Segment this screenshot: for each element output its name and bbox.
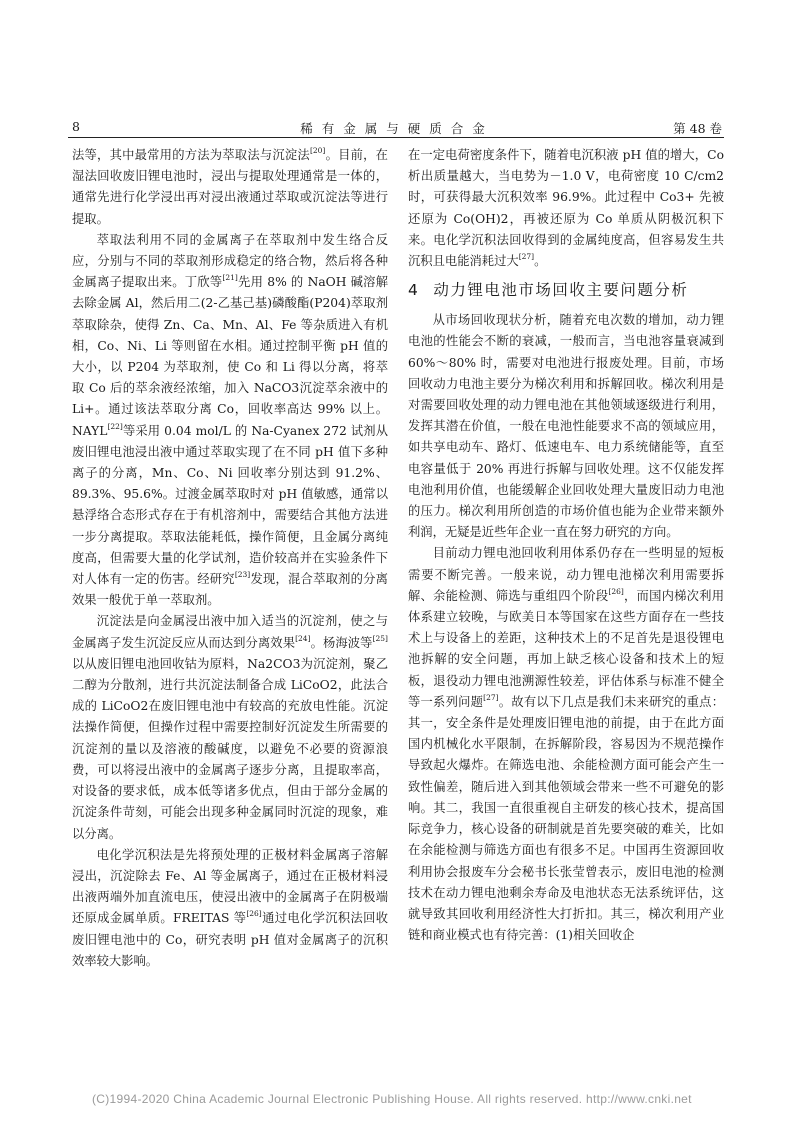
citation-ref: [27] bbox=[518, 252, 535, 262]
citation-ref: [25] bbox=[372, 633, 388, 643]
citation-ref: [20] bbox=[309, 146, 326, 155]
citation-ref: [24] bbox=[295, 633, 311, 643]
copyright-watermark: (C)1994-2020 China Academic Journal Electronic Publishing House. All rights reserved. http://www.cnki.net bbox=[92, 1092, 692, 1106]
left-column bbox=[72, 145, 388, 1095]
citation-ref: [26] bbox=[246, 909, 262, 919]
citation-ref: [27] bbox=[483, 692, 499, 702]
citation-ref: [22] bbox=[107, 421, 123, 431]
section-number: 4 bbox=[408, 281, 420, 300]
paragraph: 萃取法利用不同的金属离子在萃取剂中发生络合反应，分别与不同的萃取剂形成稳定的络合物，然后将各种金属离子提取出来。丁欣等[21]先用 8% 的 NaOH 碱溶解去除金属 Al，然后用二(2-乙基己基)磷酸酯(P204)萃取剂萃取除杂，使得 Zn、Ca、Mn、Al、Fe 等杂质进入有机相，Co、Ni、Li 等则留在水相。通过控制平衡 pH 值的大小，以 P204 为萃取剂，使 Co 和 Li 得以分离，将萃取 Co 后的萃余液经浓缩，加入 NaCO3沉淀萃余液中的 Li+。通过该法萃取分离 Co，回收率高达 99% 以上。NAYL[22]等采用 0.04 mol/L 的 Na-Cyanex 272 试剂从废旧锂电池浸出液中通过萃取实现了在不同 pH 值下多种离子的分离，Mn、Co、Ni 回收率分别达到 91.2%、89.3%、95.6%。过渡金属萃取时对 pH 值敏感，通常以悬浮络合态形式存在于有机溶剂中，需要结合其他方法进一步分离提取。萃取法能耗低，操作简便，且金属分离纯度高，但需要大量的化学试剂，造价较高并在实验条件下对人体有一定的伤害。经研究[23]发现，混合萃取剂的分离效果一般优于单一萃取剂。 bbox=[72, 232, 388, 608]
section-heading bbox=[408, 278, 724, 302]
volume-label: 第 48 卷 bbox=[673, 121, 722, 136]
citation-ref: [23] bbox=[234, 570, 251, 580]
paragraph: 目前动力锂电池回收利用体系仍存在一些明显的短板需要不断完善。一般来说，动力锂电池梯次利用需要拆解、余能检测、筛选与重组四个阶段[26]，而国内梯次利用体系建立较晚，与欧美日本等国家在这些方面存在一些技术上与设备上的差距，这种技术上的不足首先是退役锂电池拆解的安全问题，再加上缺乏核心设备和技术上的短板，退役动力锂电池溯源性较差，评估体系与标准不健全等一系列问题[27]。故有以下几点是我们未来研究的重点：其一，安全条件是处理废旧锂电池的前提，由于在此方面国内机械化水平限制，在拆解阶段，容易因为不规范操作导致起火爆炸。在筛选电池、余能检测方面可能会产生一致性偏差，随后进入到其他领域会带来一些不可避免的影响。其二，我国一直很重视自主研发的核心技术，提高国际竞争力，核心设备的研制就是首先要突破的难关，比如在余能检测与筛选方面也有很多不足。中国再生资源回收利用协会报废车分会秘书长张莹曾表示，废旧电池的检测技术在动力锂电池剩余寿命及电池状态无法系统评估，这就导致其回收利用经济性大打折扣。其三，梯次利用产业链和商业模式也有待完善：(1)相关回收企 bbox=[408, 546, 724, 943]
paragraph: 电化学沉积法是先将预处理的正极材料金属离子溶解浸出，沉淀除去 Fe、Al 等金属离子，通过在正极材料浸出液两端外加直流电压，使浸出液中的金属离子在阴极端还原成金属单质。FREITAS 等[26]通过电化学沉积法回收废旧锂电池中的 Co，研究表明 pH 值对金属离子的沉积效率较大影响。 bbox=[72, 847, 388, 968]
header-rule bbox=[68, 137, 724, 138]
section-title: 动力锂电池市场回收主要问题分析 bbox=[433, 281, 689, 300]
right-column bbox=[408, 145, 724, 1095]
paragraph: 法等，其中最常用的方法为萃取法与沉淀法[20]。目前，在湿法回收废旧锂电池时，浸出与提取处理通常是一体的，通常先进行化学浸出再对浸出液通过萃取或沉淀法等进行提取。 bbox=[72, 146, 388, 226]
paragraph: 沉淀法是向金属浸出液中加入适当的沉淀剂，使之与金属离子发生沉淀反应从而达到分离效果[24]。杨海波等[25]以从废旧锂电池回收钴为原料，Na2CO3为沉淀剂，聚乙二醇为分散剂，进行共沉淀法制备合成 LiCoO2，此法合成的 LiCoO2在废旧锂电池中有较高的充放电性能。沉淀法操作简便，但操作过程中需要控制好沉淀发生所需要的沉淀剂的量以及溶液的酸碱度，以避免不必要的资源浪费，可以将浸出液中的金属离子逐步分离，且提取率高，对设备的要求低，成本低等诸多优点，但由于部分金属的沉淀条件苛刻，可能会出现多种金属同时沉淀的现象，难以分离。 bbox=[72, 614, 388, 841]
citation-ref: [21] bbox=[222, 273, 238, 283]
page-number: 8 bbox=[72, 119, 80, 134]
paragraph: 从市场回收现状分析，随着充电次数的增加，动力锂电池的性能会不断的衰减，一般而言，当电池容量衰减到 60%～80% 时，需要对电池进行报废处理。目前，市场回收动力电池主要分为梯次利用和拆解回收。梯次利用是对需要回收处理的动力锂电池在其他领域逐级进行利用，发挥其潜在价值，一般在电池性能要求不高的领域应用，如共享电动车、路灯、低速电车、电力系统储能等，直至电容量低于 20% 再进行拆解与回收处理。这不仅能发挥电池利用价值，也能缓解企业回收处理大量废旧动力电池的压力。梯次利用所创造的市场价值也能为企业带来额外利润，无疑是近些年企业一直在努力研究的方向。 bbox=[408, 313, 724, 540]
journal-title: 稀有金属与硬质合金 bbox=[300, 121, 494, 136]
paragraph: 在一定电荷密度条件下，随着电沉积液 pH 值的增大，Co 析出质量越大，当电势为－1.0 V，电荷密度 10 C/cm2时，可获得最大沉积效率 96.9%。此过程中 Co3+ 先被还原为 Co(OH)2，再被还原为 Co 单质从阴极沉积下来。电化学沉积法回收得到的金属纯度高，但容易发生共沉积且电能消耗过大[27]。 bbox=[408, 148, 724, 269]
citation-ref: [26] bbox=[608, 586, 624, 596]
